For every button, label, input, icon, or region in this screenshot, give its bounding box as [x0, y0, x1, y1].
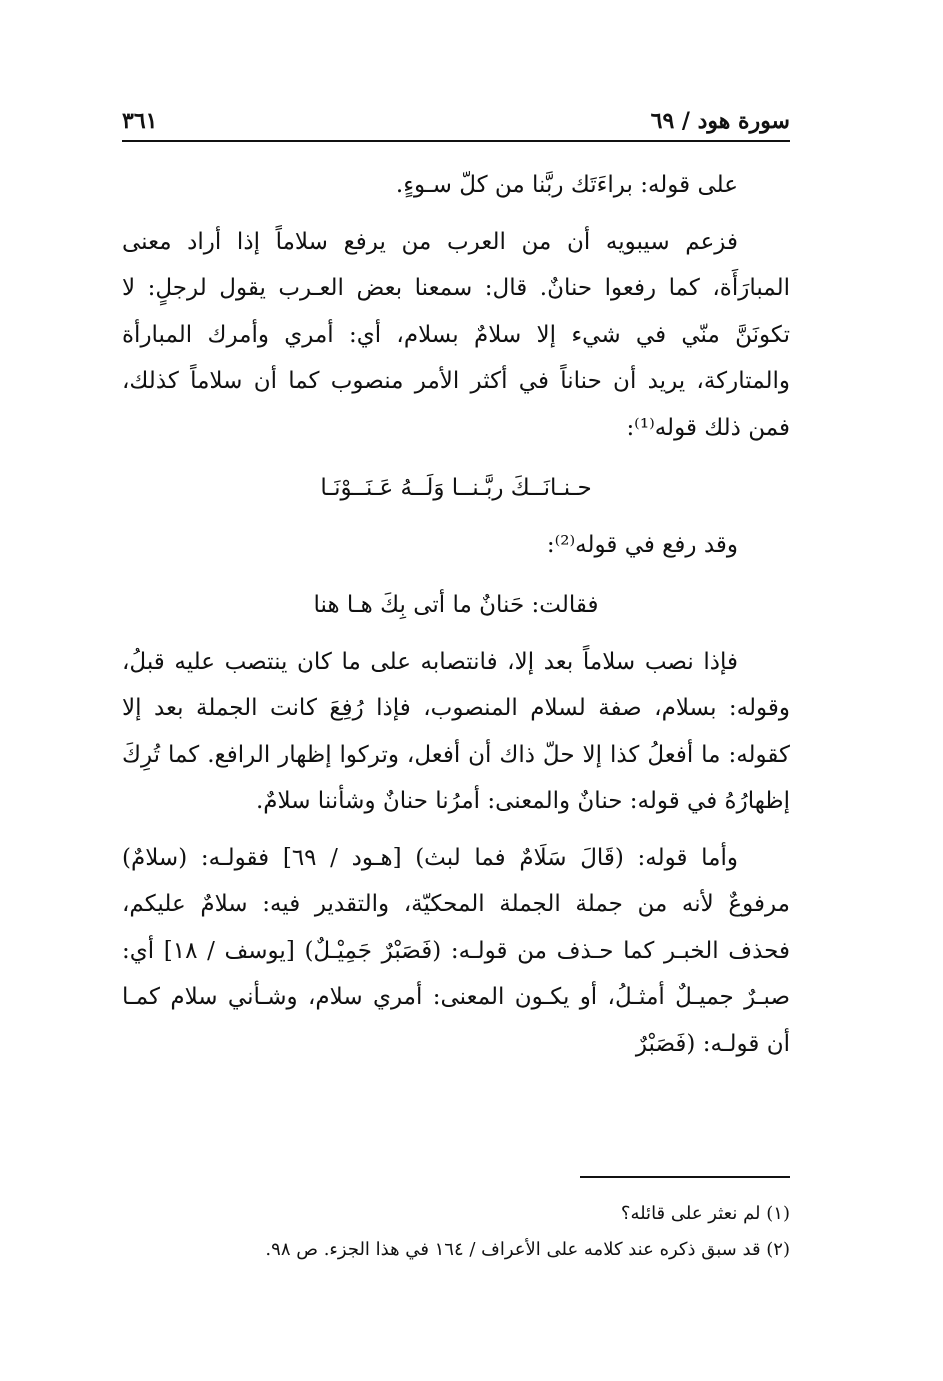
poetry-verse-2: فقالت: حَنانٌ ما أتى بِكَ هـا هنا: [313, 592, 599, 618]
footnote-divider: [580, 1176, 790, 1178]
paragraph-qala-salam: وأما قوله: (قَالَ سَلَامٌ فما لبث) [هـود / ٦٩] فقولـه: (سلامٌ) مرفوعٌ لأنه من جملة الجملة المحكيّة، والتقدير فيه: سلامٌ عليكم، فحذف الخبـر كما حـذف من قولـه: (فَصَبْرٌ جَمِيْـلٌ) [يوسف / ١٨] أي: صبـرٌ جميـلٌ أمثـلُ، أو يكـون المعنى: أمري سلام، وشـأني سلام كمـا أن قولـه: (فَصَبْرٌ: [122, 844, 790, 1057]
main-text: [122, 162, 790, 1067]
opening-line: على قوله: براءَتَك ربَّنا من كلّ سـوءٍ.: [395, 172, 738, 198]
page-number: ٣٦١: [122, 108, 158, 134]
surah-reference: سورة هود / ٦٩: [650, 108, 790, 134]
poetry-verse-1: حـنـانَــكَ ربَّـنــا وَلَــهُ عَـنَــوْنَـا: [320, 475, 592, 501]
line-raf: وقد رفع في قوله⁽²⁾:: [546, 531, 738, 558]
header-divider: [122, 140, 790, 142]
footnote-2: (٢) قد سبق ذكره عند كلامه على الأعراف / ١٦٤ في هذا الجزء. ص ٩٨.: [265, 1239, 790, 1260]
running-header: [122, 98, 790, 134]
footnotes: [122, 1196, 790, 1268]
paragraph-nasb: فإذا نصب سلاماً بعد إلا، فانتصابه على ما كان ينتصب عليه قبلُ، وقوله: بسلام، صفة لسلام المنصوب، فإذا رُفِعَ كانت الجملة بعد إلا كقوله: ما أفعلُ كذا إلا حلّ ذاك أن أفعل، وتركوا إظهار الرافع. كما تُرِكَ إظهارُهُ في قوله: حنانٌ والمعنى: أمرُنا حنانٌ وشأننا سلامٌ.: [122, 648, 790, 814]
paragraph-sibawayh: فزعم سيبويه أن من العرب من يرفع سلاماً إذا أراد معنى المبارَأَة، كما رفعوا حنانٌ. قال: سمعنا بعض العـرب يقول لرجلٍ: لا تكونَنَّ منّي في شيء إلا سلامٌ بسلام، أي: أمري وأمرك المبارأة والمتاركة، يريد أن حناناً في أكثر الأمر منصوب كما أن سلاماً كذلك، فمن ذلك قوله⁽¹⁾:: [122, 228, 790, 441]
footnote-1: (١) لم نعثر على قائله؟: [620, 1203, 790, 1224]
